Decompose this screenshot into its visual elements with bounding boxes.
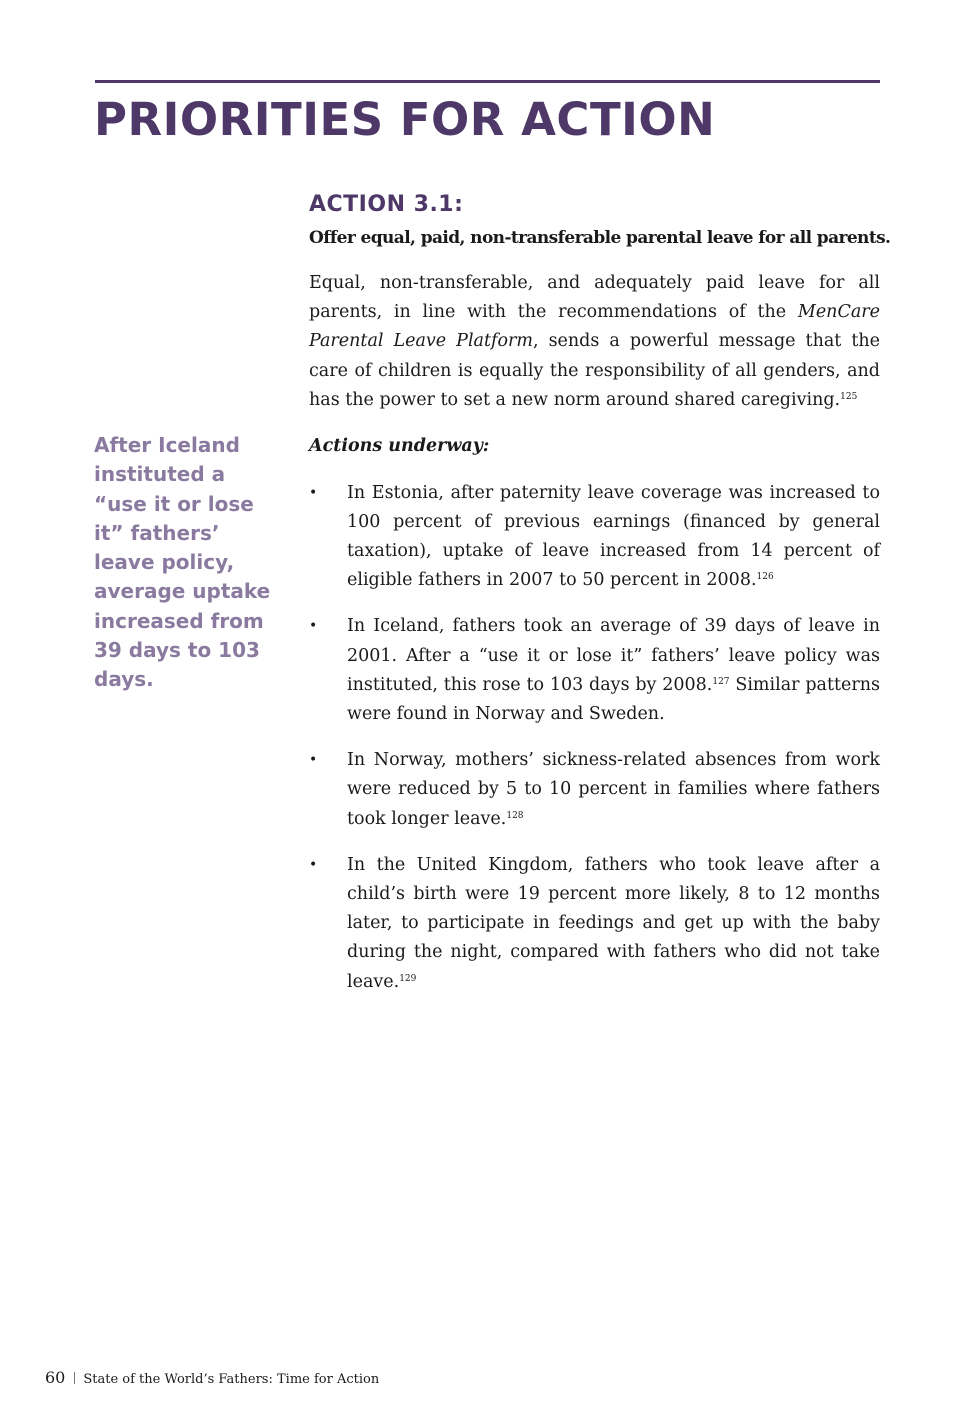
page-title: PRIORITIES FOR ACTION xyxy=(94,93,716,146)
bullet-icon: • xyxy=(309,618,318,635)
intro-text-continued: , sends a powerful message that the care of children is equally the responsibility of all genders, and has the power to set a new norm around shared caregiving. xyxy=(309,331,880,410)
footnote-ref: 129 xyxy=(399,973,417,984)
list-item-text xyxy=(347,479,880,596)
item-text: In the United Kingdom, fathers who took leave after a child’s birth were 19 percent more likely, 8 to 12 months later, to participate in feedings and get up with the baby during the night, compared with fathers who did not take leave. xyxy=(347,854,880,992)
list-item xyxy=(309,479,880,596)
footnote-ref: 127 xyxy=(712,676,730,687)
action-heading: ACTION 3.1: xyxy=(309,192,464,217)
list-item-text xyxy=(347,612,880,729)
actions-underway-label: Actions underway: xyxy=(309,436,490,457)
intro-text: Equal, non-transferable, and adequately paid leave for all parents, in line with the recommendations of the xyxy=(309,273,880,323)
top-rule xyxy=(95,80,880,83)
footnote-ref: 125 xyxy=(840,391,858,402)
page-number: 60 xyxy=(45,1368,66,1387)
list-item xyxy=(309,612,880,729)
item-text-after: Similar patterns were found in Norway and Sweden. xyxy=(347,674,881,724)
bullet-icon: • xyxy=(309,752,318,769)
actions-list xyxy=(309,479,880,997)
list-item xyxy=(309,746,880,834)
item-text: In Norway, mothers’ sickness-related absences from work were reduced by 5 to 10 percent in families where fathers took longer leave. xyxy=(347,750,880,829)
item-text: In Estonia, after paternity leave coverage was increased to 100 percent of previous earnings (financed by general taxation), uptake of leave increased from 14 percent of eligible fathers in 2007 to 50 percent in 2008. xyxy=(347,482,880,591)
main-content xyxy=(309,190,891,1014)
list-item-text xyxy=(347,746,880,834)
footnote-ref: 126 xyxy=(756,572,774,583)
platform-name: MenCare Parental Leave Platform xyxy=(309,302,880,352)
publication-title: State of the World’s Fathers: Time for Action xyxy=(83,1372,380,1387)
bullet-icon: • xyxy=(309,484,318,501)
action-subtitle: Offer equal, paid, non-transferable parental leave for all parents. xyxy=(309,228,891,248)
bullet-icon: • xyxy=(309,856,318,873)
list-item xyxy=(309,851,880,997)
pull-quote: After Iceland instituted a “use it or lose it” fathers’ leave policy, average uptake increased from 39 days to 103 days. xyxy=(94,433,271,692)
item-text: In Iceland, fathers took an average of 39 days of leave in 2001. After a “use it or lose it” fathers’ leave policy was instituted, this rose to 103 days by 2008. xyxy=(347,616,880,695)
footnote-ref: 128 xyxy=(506,810,524,821)
footer-divider xyxy=(74,1372,75,1384)
intro-paragraph xyxy=(309,269,880,415)
page-footer xyxy=(45,1366,379,1392)
list-item-text xyxy=(347,851,880,997)
